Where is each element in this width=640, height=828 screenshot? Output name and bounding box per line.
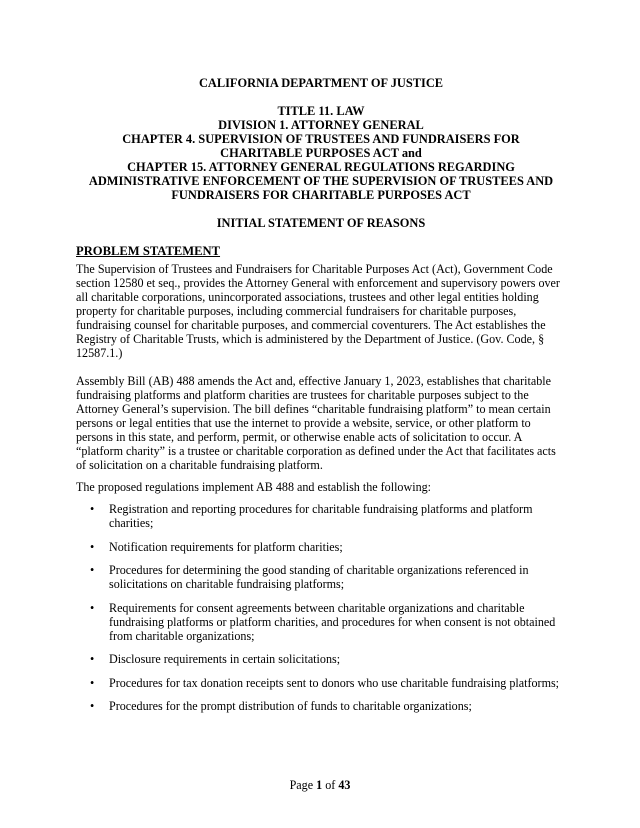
agency-name: CALIFORNIA DEPARTMENT OF JUSTICE (198, 76, 444, 90)
bullet-icon: • (90, 675, 95, 690)
list-item (76, 676, 566, 690)
list-item-text: Disclosure requirements in certain solicitations; (109, 652, 341, 666)
list-item (76, 601, 566, 643)
title-line: FUNDRAISERS FOR CHARITABLE PURPOSES ACT (171, 188, 471, 202)
title-line: CHARITABLE PURPOSES ACT and (220, 146, 422, 160)
current-page-number: 1 (316, 778, 323, 792)
regulation-title-block (76, 104, 566, 202)
document-type-heading: INITIAL STATEMENT OF REASONS (216, 216, 426, 230)
total-page-count: 43 (338, 778, 351, 792)
page-footer (0, 778, 640, 792)
of-word: of (325, 778, 336, 792)
regulations-bullet-list (76, 502, 566, 713)
bullet-icon: • (90, 600, 95, 615)
paragraph-ab-488: Assembly Bill (AB) 488 amends the Act and, effective January 1, 2023, establishes that charitable fundraising platforms and platform charities are trustees for charitable purposes subject to the Attorney General’s supervision. The bill defines “charitable fundraising platform” to mean certain persons or legal entities that use the internet to provide a website, service, or other platform to persons in this state, and perform, permit, or otherwise enable acts of solicitation to occur. A “platform charity” is a trustee or charitable corporation as defined under the Act that facilitates acts of solicitation on a charitable fundraising platform. (76, 374, 556, 472)
list-item (76, 563, 566, 591)
bullet-icon: • (90, 502, 95, 516)
bullet-icon: • (90, 652, 95, 666)
list-item (76, 652, 566, 666)
title-line: TITLE 11. LAW (277, 104, 365, 118)
title-line: CHAPTER 15. ATTORNEY GENERAL REGULATIONS REGARDING (127, 160, 515, 174)
title-line: CHAPTER 4. SUPERVISION OF TRUSTEES AND FUNDRAISERS FOR (122, 132, 520, 146)
bullet-icon: • (90, 563, 95, 577)
list-item (76, 502, 566, 530)
bullet-icon: • (90, 699, 95, 713)
list-item-text: Registration and reporting procedures for charitable fundraising platforms and platform charities; (109, 502, 533, 530)
paragraph-proposed-regulations: The proposed regulations implement AB 488 and establish the following: (76, 480, 432, 494)
list-item-text: Notification requirements for platform charities; (109, 539, 343, 554)
page-word: Page (289, 778, 314, 792)
list-item (76, 540, 566, 554)
title-line: DIVISION 1. ATTORNEY GENERAL (218, 118, 424, 132)
bullet-icon: • (90, 539, 95, 554)
title-line: ADMINISTRATIVE ENFORCEMENT OF THE SUPERVISION OF TRUSTEES AND (88, 174, 554, 188)
list-item-text: Procedures for tax donation receipts sent to donors who use charitable fundraising platforms; (109, 675, 560, 690)
list-item-text: Requirements for consent agreements between charitable organizations and charitable fundraising platforms or platform charities, and procedures for when consent is not obtained from charitable organizations; (109, 600, 556, 643)
problem-statement-heading: PROBLEM STATEMENT (76, 244, 221, 258)
list-item-text: Procedures for determining the good standing of charitable organizations referenced in solicitations on charitable fundraising platforms; (109, 563, 529, 591)
document-page (76, 76, 566, 723)
list-item-text: Procedures for the prompt distribution of funds to charitable organizations; (109, 699, 472, 713)
list-item (76, 699, 566, 713)
paragraph-act-overview: The Supervision of Trustees and Fundraisers for Charitable Purposes Act (Act), Government Code section 12580 et seq., provides the Attorney General with enforcement and supervisory powers over all charitable corporations, unincorporated associations, trustees and other legal entities holding property for charitable purposes, including commercial fundraisers for charitable purposes, fundraising counsel for charitable purposes, and commercial coventurers. The Act establishes the Registry of Charitable Trusts, which is administered by the Department of Justice. (Gov. Code, § 12587.1.) (76, 262, 560, 360)
